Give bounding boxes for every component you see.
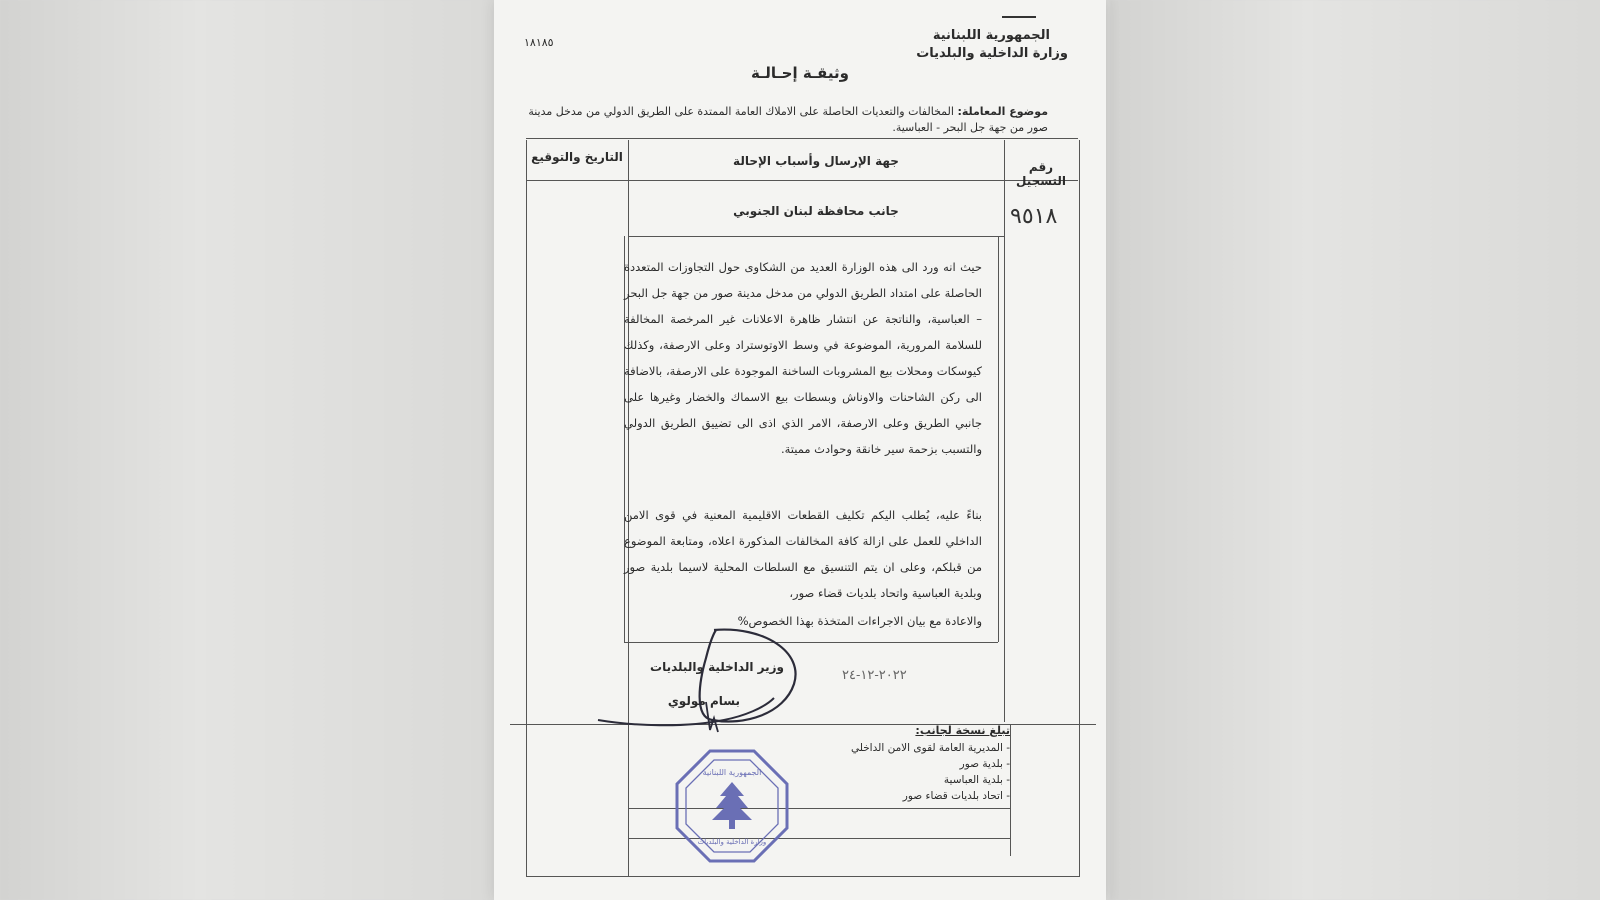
registration-number: ٩٥١٨ bbox=[1010, 204, 1058, 229]
handwritten-date: ٢٠٢٢-١٢-٢٤ bbox=[842, 668, 907, 683]
subject-line bbox=[516, 104, 1048, 136]
blurred-background-left bbox=[0, 0, 495, 900]
ministry-seal bbox=[674, 748, 790, 864]
referral-paragraph-2: بناءً عليه، يُطلب اليكم تكليف القطعات الاقليمية المعنية في قوى الامن الداخلي للعمل على ازالة كافة المخالفات المذكورة اعلاه، ومتابعة الموضوع من قبلكم، وعلى ان يتم التنسيق مع السلطات المحلية لاسيما بلدية صور وبلدية العباسية واتحاد بلديات قضاء صور، bbox=[624, 508, 982, 600]
table-header-rule bbox=[526, 180, 1078, 181]
subject-label: موضوع المعاملة: bbox=[957, 105, 1048, 118]
ministry-heading: وزارة الداخلية والبلديات bbox=[916, 46, 1068, 61]
reference-number: ١٨١٨٥ bbox=[524, 36, 554, 49]
signatory-name: بسام مولوي bbox=[667, 694, 740, 708]
copy-recipient: - بلدية صور bbox=[959, 758, 1010, 770]
subject-text: المخالفات والتعديات الحاصلة على الاملاك العامة الممتدة على الطريق الدولي من مدخل مدينة صور من جهة جل البحر - العباسية. bbox=[528, 105, 1048, 134]
handwritten-signature bbox=[594, 622, 814, 742]
seal-bottom-text: وزارة الداخلية والبلديات bbox=[697, 838, 767, 846]
table-top-rule bbox=[526, 138, 1078, 139]
referral-document bbox=[494, 0, 1106, 900]
body-box-right bbox=[998, 236, 999, 642]
header-registration-number: رقم التسجيل bbox=[1016, 160, 1066, 188]
republic-heading: الجمهورية اللبنانية bbox=[932, 28, 1050, 43]
copy-recipient: - بلدية العباسية bbox=[943, 774, 1010, 786]
column-divider-right bbox=[1004, 140, 1005, 722]
seal-top-text: الجمهورية اللبنانية bbox=[702, 768, 762, 777]
referral-paragraph-3: والاعادة مع بيان الاجراءات المتخذة بهذا الخصوص% bbox=[737, 614, 982, 628]
copies-right-rule bbox=[1010, 724, 1011, 856]
document-title: وثيقـة إحـالـة bbox=[751, 64, 849, 82]
copies-list bbox=[810, 740, 1010, 804]
blurred-background-right bbox=[1110, 0, 1600, 900]
copy-recipient: - اتحاد بلديات قضاء صور bbox=[902, 790, 1010, 802]
header-underline bbox=[1002, 16, 1036, 18]
signatory-title: وزير الداخلية والبلديات bbox=[650, 660, 784, 674]
referral-paragraph-1: حيث انه ورد الى هذه الوزارة العديد من الشكاوى حول التجاوزات المتعددة الحاصلة على امتداد الطريق الدولي من مدخل مدينة صور من جهة جل البحر – العباسية، والناتجة عن انتشار ظاهرة الاعلانات غير المرخصة المخالفة للسلامة المرورية، الموضوعة في وسط الاوتوستراد وعلى الارصفة، وكذلك كيوسكات ومحلات بيع المشروبات الساخنة الموجودة على الارصفة، بالاضافة الى ركن الشاحنات والاوناش وبسطات بيع الاسماك والخضار وغيرها على جانبي الطريق وعلى الارصفة، الامر الذي اذى الى تضييق الطريق الدولي والتسبب بزحمة سير خانقة وحوادث مميتة. bbox=[624, 260, 982, 456]
sender-rule bbox=[628, 236, 1004, 237]
sender-name: جانب محافظة لبنان الجنوبي bbox=[733, 204, 899, 218]
header-sender-reasons: جهة الإرسال وأسباب الإحالة bbox=[733, 154, 899, 168]
cedar-icon bbox=[712, 782, 752, 829]
copy-recipient: - المديرية العامة لقوى الامن الداخلي bbox=[850, 742, 1010, 754]
copies-heading: تبلغ نسخة لجانب: bbox=[915, 724, 1010, 737]
header-date-signature: التاريخ والتوقيع bbox=[531, 150, 623, 164]
